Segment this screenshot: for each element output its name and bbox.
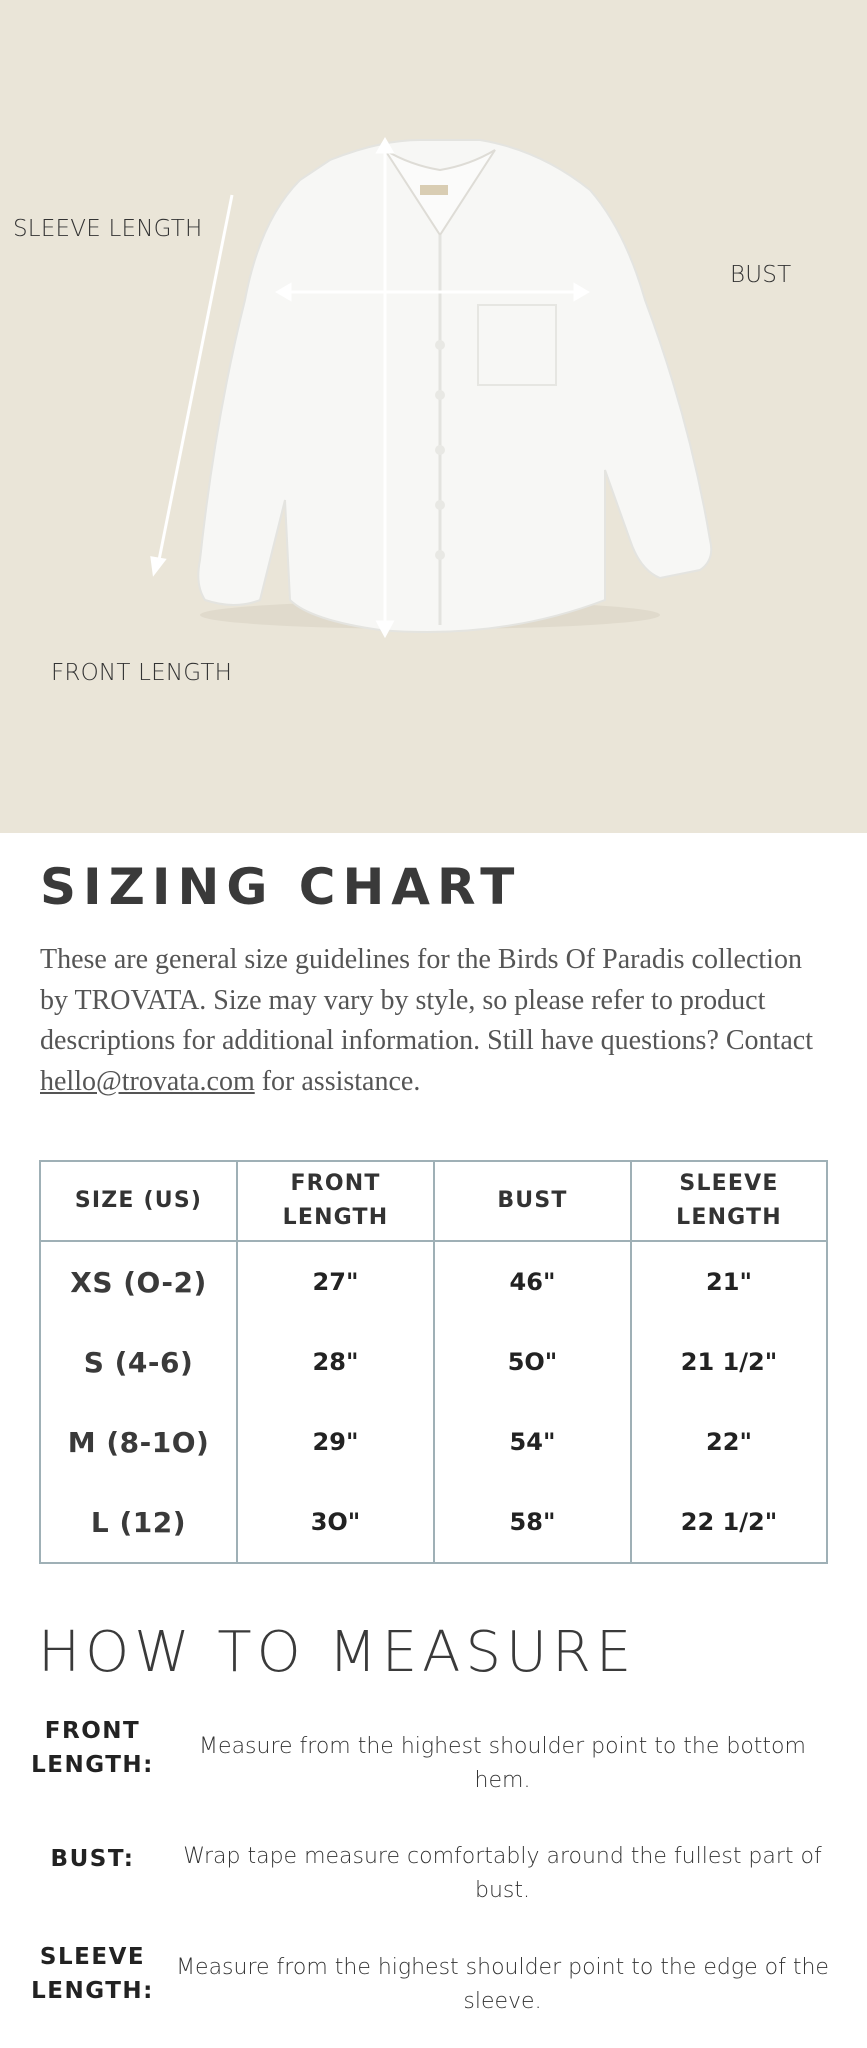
- table-cell-front: 3O": [310, 1508, 361, 1536]
- sleeve-length-label: SLEEVE LENGTH: [13, 216, 203, 242]
- table-cell-sleeve: 22": [706, 1428, 752, 1456]
- measure-label-line: LENGTH:: [31, 1978, 154, 2004]
- table-cell-size: S (4-6): [83, 1345, 194, 1379]
- header-size-label: SIZE (US): [74, 1188, 203, 1213]
- sleeve-arrow-head: [152, 558, 164, 573]
- measure-label-line: LENGTH:: [31, 1752, 154, 1778]
- shirt-illustration: [0, 0, 867, 833]
- table-cell-bust: 5O": [507, 1348, 558, 1376]
- hero-image: [0, 0, 867, 833]
- measure-label-line: BUST:: [50, 1846, 135, 1872]
- bust-label: BUST: [730, 262, 792, 288]
- table-cell-sleeve: 21 1/2": [680, 1348, 778, 1376]
- email-link[interactable]: hello@trovata.com: [40, 1065, 255, 1097]
- intro-text-before: These are general size guidelines for the Birds Of Paradis collection by TROVATA. Size may vary by style, so please refer to product descriptions for additional information. Still have questions? Contact: [40, 944, 813, 1056]
- table-cell-bust: 46": [509, 1268, 556, 1296]
- intro-text: [40, 940, 835, 1102]
- measure-desc-front: Measure from the highest shoulder point to the bottom hem.: [199, 1734, 806, 1793]
- table-cell-front: 27": [312, 1268, 359, 1296]
- table-cell-bust: 58": [509, 1508, 556, 1536]
- header-front-line2: LENGTH: [282, 1205, 389, 1230]
- table-cell-bust: 54": [509, 1428, 556, 1456]
- header-bust: [435, 1162, 630, 1240]
- table-cell-size: XS (O-2): [70, 1265, 207, 1299]
- table-cell-sleeve: 21": [706, 1268, 752, 1296]
- front-arrow-head-bottom: [378, 622, 392, 635]
- header-front-length: [238, 1162, 433, 1240]
- shirt-tag: [420, 185, 448, 195]
- header-front-line1: FRONT: [290, 1171, 381, 1196]
- header-sleeve-line2: LENGTH: [676, 1205, 782, 1230]
- header-bust-label: BUST: [497, 1188, 568, 1213]
- measure-label-line: SLEEVE: [39, 1944, 146, 1970]
- sizing-table: [39, 1160, 828, 1564]
- header-sleeve-length: [632, 1162, 826, 1240]
- page-title: SIZING CHART: [40, 858, 522, 916]
- header-size: [41, 1162, 236, 1240]
- measure-desc-bust: Wrap tape measure comfortably around the fullest part of bust.: [183, 1844, 822, 1903]
- front-length-label: FRONT LENGTH: [51, 660, 233, 686]
- table-cell-sleeve: 22 1/2": [680, 1508, 778, 1536]
- intro-text-after: for assistance.: [254, 1065, 421, 1097]
- table-cell-size: M (8-1O): [67, 1425, 210, 1459]
- table-cell-front: 29": [312, 1428, 359, 1456]
- measure-label-front: [20, 1714, 165, 1782]
- how-to-measure-title: HOW TO MEASURE: [38, 1620, 637, 1685]
- measure-desc-sleeve: Measure from the highest shoulder point to the edge of the sleeve.: [176, 1955, 829, 2014]
- table-cell-front: 28": [312, 1348, 359, 1376]
- table-cell-size: L (12): [90, 1505, 187, 1539]
- measure-label-line: FRONT: [44, 1718, 141, 1744]
- measure-label-sleeve: [20, 1940, 165, 2008]
- header-sleeve-line1: SLEEVE: [679, 1171, 779, 1196]
- measure-label-bust: [20, 1842, 165, 1876]
